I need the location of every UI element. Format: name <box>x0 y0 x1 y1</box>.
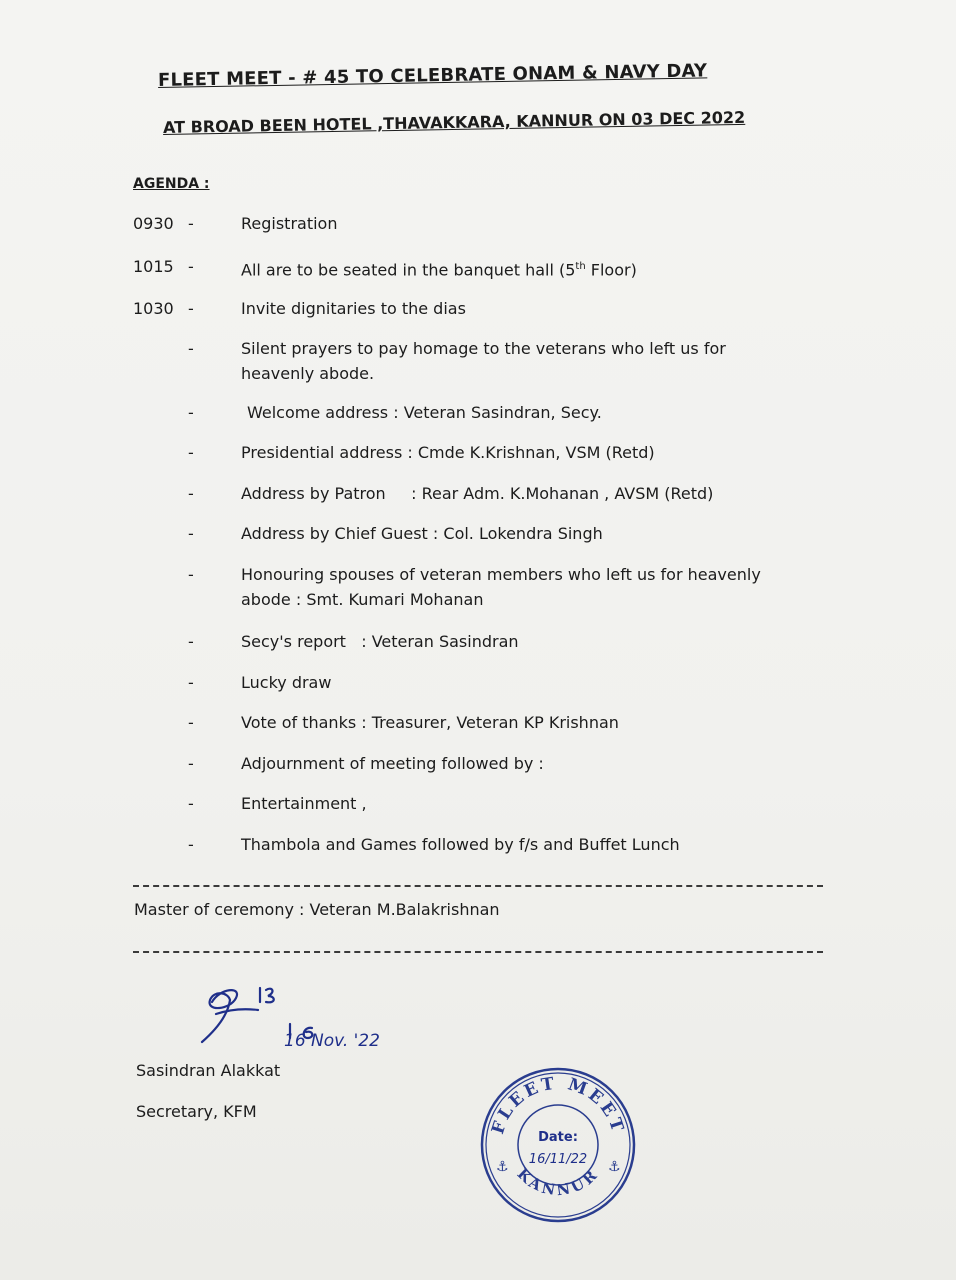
page-subtitle: AT BROAD BEEN HOTEL ,THAVAKKARA, KANNUR ON 03 DEC 2022 <box>162 107 746 137</box>
agenda-text: All are to be seated in the banquet hall (5th Floor) <box>241 260 637 280</box>
agenda-text: Vote of thanks : Treasurer, Veteran KP Krishnan <box>241 713 619 732</box>
agenda-text: Thambola and Games followed by f/s and Buffet Lunch <box>241 835 680 854</box>
agenda-time: 1030 <box>133 299 174 318</box>
signatory-role: Secretary, KFM <box>136 1102 257 1121</box>
signature <box>172 980 402 1060</box>
document-page: FLEET MEET - # 45 TO CELEBRATE ONAM & NAVY DAY AT BROAD BEEN HOTEL ,THAVAKKARA, KANNUR ON 03 DEC 2022 AGENDA : 0930 - Registration 1015 - All are to be seated in the banquet hall (5th Floor) 1030 - Invite dignitaries to the dias - Silent prayers to pay homage to the veterans who left us for heavenly abode. - Welcome address : Veteran Sasindran, Secy. - Presidential address : Cmde K.Krishnan, VSM (Retd) - Address by Patron : Rear Adm. K.Mohanan , AVSM (Retd) - Address by Chief Guest : Col. Lokendra Singh - Honouring spouses of veteran members who left us for heavenly abode : Smt. Kumari Mohanan - Secy's report : Veteran Sasindran - Lucky draw - Vote of thanks : Treasurer, Veteran KP Krishnan - Adjournment of meeting followed by : - Entertainment , - Thambola and Games followed by f/s and Buffet Lunch Master of ceremony : Veteran M.Balakrishnan 16 Nov. '22 Sasindran Alakkat Secretary, KFM FLEET MEET KANNUR ⚓ ⚓ Date: 16/11/22 <box>0 0 956 1280</box>
agenda-text: Presidential address : Cmde K.Krishnan, VSM (Retd) <box>241 443 655 462</box>
agenda-text: Honouring spouses of veteran members who left us for heavenly abode : Smt. Kumari Mohanan <box>241 565 761 609</box>
stamp-top-text: FLEET MEET <box>488 1073 628 1137</box>
stamp-date-label: Date: <box>538 1130 578 1145</box>
agenda-time: 0930 <box>133 214 174 233</box>
agenda-label: AGENDA : <box>133 176 210 192</box>
dashed-divider <box>133 951 823 953</box>
anchor-icon: ⚓ <box>496 1159 509 1175</box>
master-of-ceremony: Master of ceremony : Veteran M.Balakrishnan <box>134 900 500 919</box>
agenda-time: 1015 <box>133 257 174 276</box>
signature-date: 16 Nov. '22 <box>284 1031 380 1051</box>
agenda-text: Entertainment , <box>241 794 367 813</box>
dashed-divider <box>133 885 823 887</box>
signatory-name: Sasindran Alakkat <box>136 1061 281 1080</box>
stamp-date-value: 16/11/22 <box>528 1152 588 1167</box>
agenda-text: Welcome address : Veteran Sasindran, Secy. <box>247 403 602 422</box>
stamp-bottom-text: KANNUR <box>513 1164 603 1200</box>
organization-stamp <box>478 1065 638 1225</box>
agenda-text: Adjournment of meeting followed by : <box>241 754 544 773</box>
anchor-icon: ⚓ <box>608 1159 621 1175</box>
agenda-text: Secy's report : Veteran Sasindran <box>241 632 519 651</box>
agenda-text: Address by Chief Guest : Col. Lokendra Singh <box>241 524 603 543</box>
agenda-text: Lucky draw <box>241 673 332 692</box>
agenda-text: Invite dignitaries to the dias <box>241 299 466 318</box>
agenda-text: Address by Patron : Rear Adm. K.Mohanan , AVSM (Retd) <box>241 484 714 503</box>
agenda-text: Registration <box>241 214 338 233</box>
svg-text:KANNUR <box>514 1165 603 1200</box>
page-title: FLEET MEET - # 45 TO CELEBRATE ONAM & NAVY DAY <box>157 60 708 91</box>
agenda-text: Silent prayers to pay homage to the veterans who left us for heavenly abode. <box>241 339 726 383</box>
